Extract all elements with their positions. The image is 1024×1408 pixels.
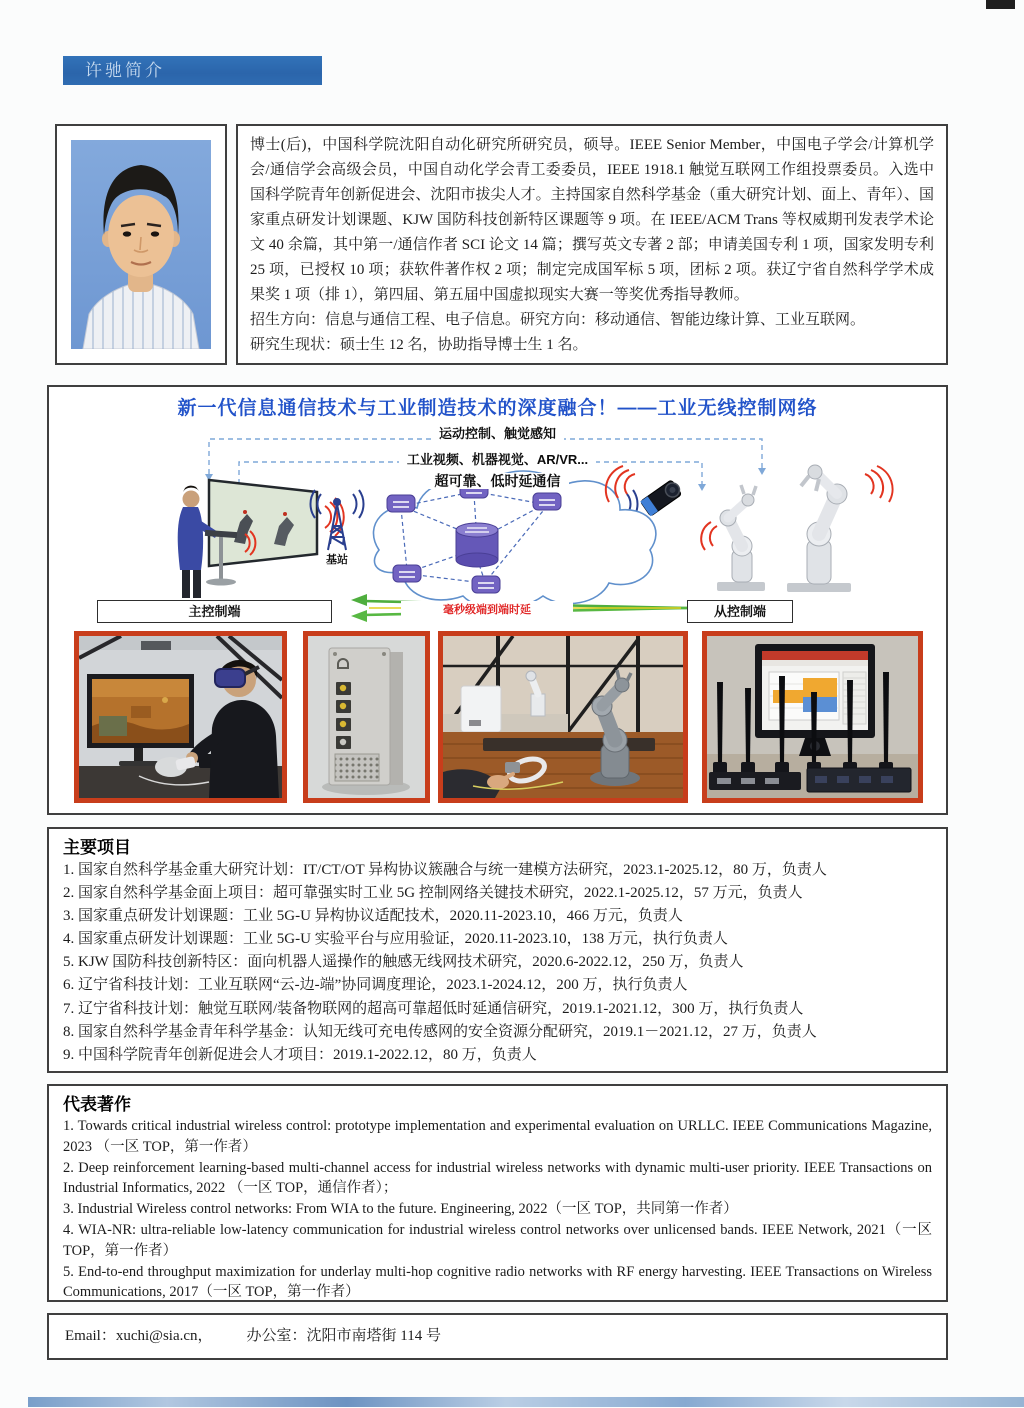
- publications-panel: [47, 1084, 948, 1302]
- project-item: 9. 中国科学院青年创新促进会人才项目：2019.1-2022.12，80 万，负责人: [63, 1046, 537, 1063]
- scan-bottom-bar: [28, 1397, 1024, 1407]
- bio-main: 博士(后)，中国科学院沈阳自动化研究所研究员，硕导。IEEE Senior Member，中国电子学会/计算机学会/通信学会高级会员，中国自动化学会青工委委员，IEEE 1918.1 触觉互联网工作组投票委员。入选中国科学院青年创新促进会、沈阳市拔尖人才。主持国家自然科学基金（重大研究计划、面上、青年）、国家重点研发计划课题、KJW 国防科技创新特区课题等 9 项。在 IEEE/ACM Trans 等权威期刊发表学术论文 40 余篇，其中第一/通信作者 SCI 论文 14 篇；撰写英文专著 2 部；申请美国专利 1 项，国家发明专利 25 项，已授权 10 项；获软件著作权 2 项；制定完成国军标 5 项，团标 2 项。获辽宁省自然科学学术成果奖 1 项（排 1），第四届、第五届中国虚拟现实大赛一等奖优秀指导教师。: [250, 137, 934, 303]
- label-motion-control: 运动控制、触觉感知: [49, 423, 946, 442]
- bio-admissions: 招生方向：信息与通信工程、电子信息。研究方向：移动通信、智能边缘计算、工业互联网。: [250, 312, 866, 328]
- photo-vr-teleoperation: [74, 631, 287, 803]
- project-item: 1. 国家自然科学基金重大研究计划：IT/CT/OT 异构协议簇融合与统一建模方法研究，2023.1-2025.12，80 万，负责人: [63, 862, 827, 878]
- publications-title: 代表著作: [63, 1095, 131, 1114]
- id-photo-frame: [55, 124, 227, 365]
- publication-item: 1. Towards critical industrial wireless control: prototype implementation and experimental evaluation on URLLC. IEEE Communications Magazine, 2023 （一区 TOP，第一作者）: [63, 1118, 932, 1155]
- projects-title: 主要项目: [63, 838, 131, 857]
- label-urllc: 超可靠、低时延通信: [49, 471, 946, 491]
- photo-haptic-robot-table: [438, 631, 688, 803]
- project-item: 8. 国家自然科学基金青年科学基金：认知无线可充电传感网的安全资源分配研究，2019.1－2021.12，27 万，负责人: [63, 1023, 817, 1040]
- publication-item: 2. Deep reinforcement learning-based multi-channel access for industrial wireless networks with dynamic multi-user priority. IEEE Transactions on Industrial Informatics, 2022 （一区 TOP，通信作者）；: [63, 1159, 932, 1197]
- master-controller-box: 主控制端: [97, 600, 332, 623]
- bio-students: 研究生现状：硕士生 12 名，协助指导博士生 1 名。: [250, 337, 588, 353]
- project-item: 2. 国家自然科学基金面上项目：超可靠强实时工业 5G 控制网络关键技术研究，2022.1-2025.12，57 万元，负责人: [63, 885, 803, 902]
- label-latency: 毫秒级端到端时延: [401, 601, 573, 619]
- contact-office: 办公室：沈阳市南塔街 114 号: [246, 1328, 441, 1344]
- scan-corner-mark: [986, 0, 1015, 9]
- project-item: 4. 国家重点研发计划课题：工业 5G-U 实验平台与应用验证，2020.11-2023.10，138 万元，执行负责人: [63, 931, 728, 948]
- project-item: 6. 辽宁省科技计划：工业互联网“云-边-端”协同调度理论，2023.1-2024.12，200 万，执行负责人: [63, 977, 688, 994]
- research-figure-panel: [47, 385, 948, 815]
- project-item: 3. 国家重点研发计划课题：工业 5G-U 异构协议适配技术，2020.11-2023.10，466 万元，负责人: [63, 908, 683, 925]
- project-item: 5. KJW 国防科技创新特区：面向机器人遥操作的触感无线网技术研究，2020.6-2022.12，250 万，负责人: [63, 954, 744, 971]
- figure-title: 新一代信息通信技术与工业制造技术的深度融合！——工业无线控制网络: [177, 398, 818, 419]
- project-item: 7. 辽宁省科技计划：触觉互联网/装备物联网的超高可靠超低时延通信研究，2019.1-2021.12，300 万，执行负责人: [63, 1000, 804, 1017]
- page-title: 许驰简介: [63, 56, 322, 85]
- contact-email: Email：xuchi@sia.cn，: [65, 1328, 213, 1344]
- robot-arm-small-icon: [717, 485, 765, 591]
- publication-item: 3. Industrial Wireless control networks: From WIA to the future. Engineering, 2022（一区 TOP，共同第一作者）: [63, 1201, 738, 1218]
- slave-controller-box: 从控制端: [687, 600, 793, 623]
- projects-panel: [47, 827, 948, 1073]
- id-photo: [71, 140, 211, 349]
- photo-wireless-testbed: [702, 631, 923, 803]
- base-station-left-label: 基站: [326, 554, 348, 566]
- photo-equipment-tower: [303, 631, 430, 803]
- publication-item: 5. End-to-end throughput maximization for underlay multi-hop cognitive radio networks with RF energy harvesting. IEEE Transactions on Wireless Communications, 2017（一区 TOP，第一作者）: [63, 1263, 932, 1301]
- core-router-icon: [456, 523, 498, 567]
- bio-text-panel: [236, 124, 948, 365]
- publication-item: 4. WIA-NR: ultra-reliable low-latency communication for industrial wireless control networks over unlicensed bands. IEEE Network, 2021（一区 TOP，第一作者）: [63, 1221, 932, 1259]
- contact-panel: [47, 1313, 948, 1360]
- label-industrial-video: 工业视频、机器视觉、AR/VR...: [49, 449, 946, 468]
- operator-screen-icon: [209, 480, 317, 566]
- cloud-shape: [373, 471, 655, 609]
